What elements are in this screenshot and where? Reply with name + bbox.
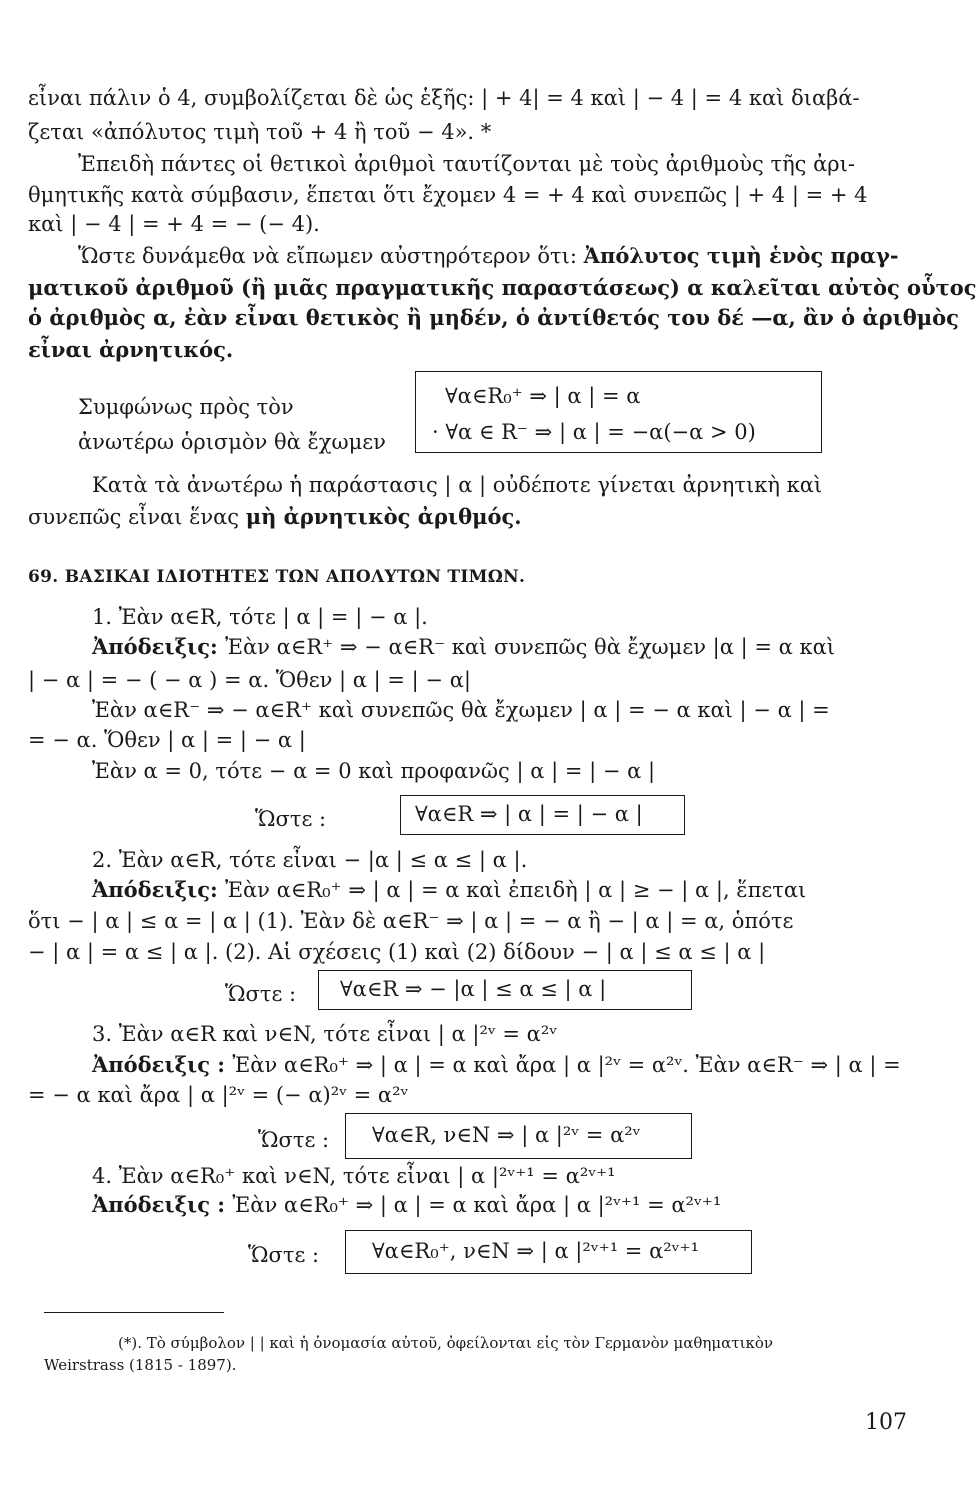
intro-line-8: ὁ ἀριθμὸς α, ἐὰν εἶναι θετικὸς ἢ μηδέν, ὁ ἀντίθετός του δέ —α, ἂν ὁ ἀριθμὸς [28, 305, 959, 330]
after-box-text: συνεπῶς εἶναι ἕνας [28, 505, 246, 529]
property-1-result: ∀α∈R ⇒ | α | = | − α | [415, 802, 643, 826]
intro-line-4: θμητικῆς κατὰ σύμβασιν, ἕπεται ὅτι ἔχομεν 4 = + 4 καὶ συνεπῶς | + 4 | = + 4 [28, 183, 868, 207]
property-1-proof-line-1 [92, 635, 835, 659]
proof-label: Ἀπόδειξις: [92, 634, 226, 659]
footnote-line-1: (*). Τὸ σύμβολον | | καὶ ἡ ὀνομασία αὐτοῦ, ὀφείλονται εἰς τὸν Γερμανὸν μαθηματικὸν [118, 1334, 773, 1352]
after-box-line-2 [28, 505, 522, 529]
property-1-statement: 1. Ἐὰν α∈R, τότε | α | = | − α |. [92, 605, 428, 629]
definition-left-line-2: ἀνωτέρω ὁρισμὸν θὰ ἔχωμεν [78, 430, 386, 454]
property-2-result: ∀α∈R ⇒ − |α | ≤ α ≤ | α | [340, 977, 607, 1001]
after-box-line-1: Κατὰ τὰ ἀνωτέρω ἡ παράστασις | α | οὐδέποτε γίνεται ἀρνητικὴ καὶ [92, 473, 823, 497]
property-1-proof-line-4: = − α. Ὅθεν | α | = | − α | [28, 728, 306, 752]
property-3-statement: 3. Ἐὰν α∈R καὶ ν∈N, τότε εἶναι | α |²ᵛ = α²ᵛ [92, 1022, 558, 1046]
proof-label: Ἀπόδειξις : [92, 1052, 233, 1077]
intro-line-2: ζεται «ἀπόλυτος τιμὴ τοῦ + 4 ἢ τοῦ − 4». * [28, 120, 492, 144]
intro-line-3: Ἐπειδὴ πάντες οἱ θετικοὶ ἀριθμοὶ ταυτίζονται μὲ τοὺς ἀριθμοὺς τῆς ἀρι- [78, 152, 855, 176]
property-2-hence: Ὥστε : [225, 982, 297, 1006]
property-2-statement: 2. Ἐὰν α∈R, τότε εἶναι − |α | ≤ α ≤ | α |. [92, 848, 528, 872]
property-2-proof-text: Ἐὰν α∈R₀⁺ ⇒ | α | = α καὶ ἐπειδὴ | α | ≥ − | α |, ἕπεται [225, 878, 807, 902]
intro-line-5: καὶ | − 4 | = + 4 = − (− 4). [28, 212, 320, 236]
property-4-proof-text: Ἐὰν α∈R₀⁺ ⇒ | α | = α καὶ ἄρα | α |²ᵛ⁺¹ = α²ᵛ⁺¹ [232, 1193, 722, 1217]
section-heading: 69. ΒΑΣΙΚΑΙ ΙΔΙΟΤΗΤΕΣ ΤΩΝ ΑΠΟΛΥΤΩΝ ΤΙΜΩΝ. [28, 567, 526, 587]
definition-box-line-2: · ∀α ∈ R⁻ ⇒ | α | = −α(−α > 0) [432, 420, 756, 444]
property-1-hence: Ὥστε : [255, 807, 327, 831]
page-number: 107 [865, 1410, 907, 1435]
intro-line-6-text: Ὥστε δυνάμεθα νὰ εἴπωμεν αὐστηρότερον ὅτι: [78, 244, 584, 268]
proof-label: Ἀπόδειξις : [92, 1192, 233, 1217]
intro-line-1: εἶναι πάλιν ὁ 4, συμβολίζεται δὲ ὡς ἑξῆς: | + 4| = 4 καὶ | − 4 | = 4 καὶ διαβά- [28, 86, 860, 110]
property-1-proof-line-3: Ἐὰν α∈R⁻ ⇒ − α∈R⁺ καὶ συνεπῶς θὰ ἔχωμεν | α | = − α καὶ | − α | = [92, 698, 830, 722]
definition-left-line-1: Συμφώνως πρὸς τὸν [78, 395, 294, 419]
property-3-proof-line-1 [92, 1053, 901, 1077]
definition-bold-start: Ἀπόλυτος τιμὴ ἑνὸς πραγ- [583, 243, 899, 268]
property-2-proof-line-2: ὅτι − | α | ≤ α = | α | (1). Ἐὰν δὲ α∈R⁻ ⇒ | α | = − α ἢ − | α | = α, ὁπότε [28, 909, 794, 933]
property-4-hence: Ὥστε : [248, 1243, 320, 1267]
property-1-proof-line-5: Ἐὰν α = 0, τότε − α = 0 καὶ προφανῶς | α | = | − α | [92, 759, 656, 783]
property-3-proof-line-2: = − α καὶ ἄρα | α |²ᵛ = (− α)²ᵛ = α²ᵛ [28, 1083, 409, 1107]
footnote-rule [44, 1312, 224, 1313]
property-1-proof-text: Ἐὰν α∈R⁺ ⇒ − α∈R⁻ καὶ συνεπῶς θὰ ἔχωμεν |α | = α καὶ [225, 635, 835, 659]
footnote-line-2: Weirstrass (1815 - 1897). [44, 1356, 237, 1374]
property-4-statement: 4. Ἐὰν α∈R₀⁺ καὶ ν∈N, τότε εἶναι | α |²ᵛ⁺¹ = α²ᵛ⁺¹ [92, 1164, 616, 1188]
after-box-bold: μὴ ἀρνητικὸς ἀριθμός. [245, 504, 522, 529]
property-3-result: ∀α∈R, ν∈N ⇒ | α |²ᵛ = α²ᵛ [372, 1123, 641, 1147]
intro-line-6 [78, 244, 899, 268]
property-1-proof-line-2: | − α | = − ( − α ) = α. Ὅθεν | α | = | − α| [28, 668, 471, 692]
intro-line-7: ματικοῦ ἀριθμοῦ (ἢ μιᾶς πραγματικῆς παραστάσεως) α καλεῖται αὐτὸς οὗτος [28, 275, 977, 300]
property-4-result: ∀α∈R₀⁺, ν∈N ⇒ | α |²ᵛ⁺¹ = α²ᵛ⁺¹ [372, 1239, 699, 1263]
property-2-proof-line-3: − | α | = α ≤ | α |. (2). Αἱ σχέσεις (1) καὶ (2) δίδουν − | α | ≤ α ≤ | α | [28, 940, 766, 964]
property-2-proof-line-1 [92, 878, 806, 902]
proof-label: Ἀπόδειξις: [92, 877, 226, 902]
property-4-proof-line-1 [92, 1193, 721, 1217]
property-3-hence: Ὥστε : [258, 1128, 330, 1152]
intro-line-9: εἶναι ἀρνητικός. [28, 337, 234, 362]
definition-box-line-1: ∀α∈R₀⁺ ⇒ | α | = α [445, 384, 641, 408]
property-3-proof-text: Ἐὰν α∈R₀⁺ ⇒ | α | = α καὶ ἄρα | α |²ᵛ = α²ᵛ. Ἐὰν α∈R⁻ ⇒ | α | = [232, 1053, 901, 1077]
